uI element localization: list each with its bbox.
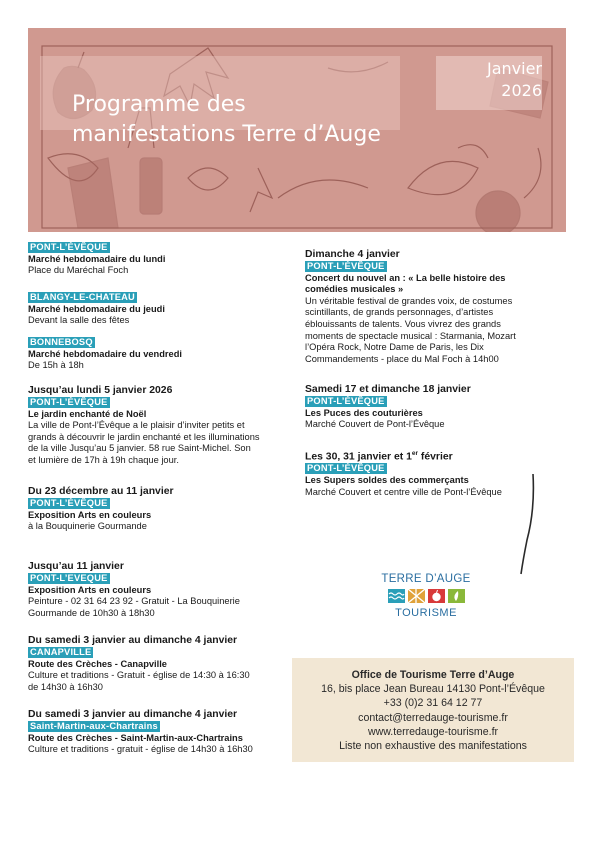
office-website[interactable]: www.terredauge-tourisme.fr bbox=[367, 725, 499, 738]
event-entry bbox=[28, 485, 174, 533]
market-entry bbox=[28, 242, 165, 277]
event-title: Marché hebdomadaire du jeudi bbox=[28, 303, 165, 314]
event-description-line: moments de spectacle musical : Starmania, Mozart bbox=[305, 330, 516, 341]
apple-icon bbox=[428, 589, 445, 603]
event-description-line: éblouissants de talents. Vous vivrez des grands bbox=[305, 318, 501, 329]
event-date: Du samedi 3 janvier au dimanche 4 janvier bbox=[28, 635, 238, 646]
event-title: Les Puces des couturières bbox=[305, 407, 423, 418]
event-title: Les Supers soldes des commerçants bbox=[305, 475, 469, 486]
tourism-office-box bbox=[292, 658, 574, 762]
waves-icon bbox=[388, 589, 405, 603]
event-detail: De 15h à 18h bbox=[28, 360, 84, 371]
event-description-line: Culture et traditions - Gratuit - église de 14:30 à 16:30 bbox=[28, 670, 250, 681]
page-title bbox=[72, 90, 381, 150]
place-tag: PONT-L’ÉVÊQUE bbox=[307, 463, 385, 474]
event-entry bbox=[28, 708, 290, 756]
event-date-sup: er bbox=[411, 450, 419, 457]
event-title: Marché hebdomadaire du vendredi bbox=[28, 348, 182, 359]
market-entry bbox=[28, 292, 165, 327]
event-detail: Devant la salle des fêtes bbox=[28, 315, 130, 326]
place-tag: PONT-L’ÉVÊQUE bbox=[30, 242, 108, 252]
event-date: Jusqu’au lundi 5 janvier 2026 bbox=[28, 385, 173, 396]
event-date: Jusqu’au 11 janvier bbox=[28, 561, 124, 572]
event-date: Samedi 17 et dimanche 18 janvier bbox=[305, 384, 471, 395]
place-tag: PONT-L’ÉVÊQUE bbox=[307, 261, 385, 271]
event-title: Exposition Arts en couleurs bbox=[28, 509, 152, 520]
place-tag: PONT-L’EVEQUE bbox=[30, 573, 108, 583]
logo-line-1: TERRE D’AUGE bbox=[381, 573, 471, 585]
event-title: Concert du nouvel an : « La belle histoire des bbox=[305, 272, 506, 283]
event-entry bbox=[28, 384, 290, 467]
place-tag: PONT-L’ÉVÊQUE bbox=[307, 396, 385, 406]
event-description-line: de 14h30 à 16h30 bbox=[28, 681, 103, 692]
event-title: Le jardin enchanté de Noël bbox=[28, 408, 147, 419]
event-date: Du samedi 3 janvier au dimanche 4 janvier bbox=[28, 709, 238, 720]
grid-icon bbox=[408, 589, 425, 603]
pen-stroke-decoration bbox=[505, 470, 545, 580]
event-date bbox=[305, 447, 575, 463]
event-date-part: février bbox=[418, 451, 453, 463]
place-tag: BLANGY-LE-CHATEAU bbox=[30, 292, 135, 302]
event-date: Du 23 décembre au 11 janvier bbox=[28, 486, 174, 497]
market-entry bbox=[28, 337, 182, 372]
event-description-line: La ville de Pont-l’Évêque a le plaisir d’inviter petits et bbox=[28, 420, 245, 431]
event-date-part: Les 30, 31 janvier et 1 bbox=[305, 451, 412, 463]
office-email[interactable]: contact@terredauge-tourisme.fr bbox=[358, 711, 508, 724]
leaf-icon bbox=[448, 589, 465, 603]
title-line-1: Programme des bbox=[72, 92, 246, 117]
terre-dauge-logo bbox=[376, 572, 476, 632]
event-title: Exposition Arts en couleurs bbox=[28, 584, 152, 595]
logo-icons bbox=[376, 589, 476, 603]
office-phone[interactable]: +33 (0)2 31 64 12 77 bbox=[383, 697, 483, 710]
event-description-line: Peinture - 02 31 64 23 92 - Gratuit - La Bouquinerie bbox=[28, 596, 240, 607]
office-name: Office de Tourisme Terre d’Auge bbox=[351, 669, 515, 681]
event-detail: Place du Maréchal Foch bbox=[28, 265, 129, 276]
year: 2026 bbox=[501, 81, 542, 100]
event-description-line: Gourmande de 10h30 à 18h30 bbox=[28, 607, 155, 618]
month: Janvier bbox=[487, 59, 542, 78]
event-description-line: Commandements - place du Mal Foch à 14h00 bbox=[305, 353, 499, 364]
event-description-line: Culture et traditions - gratuit - église de 14h30 à 16h30 bbox=[28, 744, 253, 755]
office-note: Liste non exhaustive des manifestations bbox=[339, 740, 527, 753]
event-entry bbox=[305, 383, 575, 431]
place-tag: PONT-L’ÉVÊQUE bbox=[30, 397, 108, 407]
office-address: 16, bis place Jean Bureau 14130 Pont-l’Évêque bbox=[321, 683, 545, 696]
event-description-line: l’Opéra Rock, Notre Dame de Paris, les Dix bbox=[305, 342, 484, 353]
event-entry bbox=[28, 560, 290, 619]
event-description-line: de la ville Jusqu’au 5 janvier. 58 rue Saint-Michel. Son bbox=[28, 443, 251, 454]
place-tag: Saint-Martin-aux-Chartrains bbox=[30, 721, 158, 731]
title-line-2: manifestations Terre d’Auge bbox=[72, 122, 381, 147]
place-tag: PONT-L’ÉVÊQUE bbox=[30, 498, 108, 508]
event-title: Route des Crèches - Saint-Martin-aux-Chartrains bbox=[28, 732, 243, 743]
event-title: Marché hebdomadaire du lundi bbox=[28, 253, 166, 264]
event-description-line: scintillants, de grands personnages, d’artistes bbox=[305, 307, 494, 318]
event-date: Dimanche 4 janvier bbox=[305, 249, 400, 260]
event-title: comédies musicales » bbox=[305, 284, 404, 295]
event-entry bbox=[28, 634, 290, 693]
event-detail: Marché Couvert et centre ville de Pont-l’Évêque bbox=[305, 486, 502, 497]
place-tag: BONNEBOSQ bbox=[30, 337, 93, 347]
event-description-line: et lumière de 17h à 19h chaque jour. bbox=[28, 454, 179, 465]
event-title: Route des Crèches - Canapville bbox=[28, 658, 167, 669]
event-detail: à la Bouquinerie Gourmande bbox=[28, 521, 147, 532]
event-description-line: Un véritable festival de grandes voix, de costumes bbox=[305, 295, 513, 306]
month-label bbox=[440, 58, 542, 102]
event-entry bbox=[305, 248, 575, 365]
logo-line-2: TOURISME bbox=[395, 607, 457, 619]
event-detail: Marché Couvert de Pont-l’Évêque bbox=[305, 419, 445, 430]
place-tag: CANAPVILLE bbox=[30, 647, 92, 657]
event-description-line: grands à découvrir le jardin enchanté et les illuminations bbox=[28, 431, 260, 442]
